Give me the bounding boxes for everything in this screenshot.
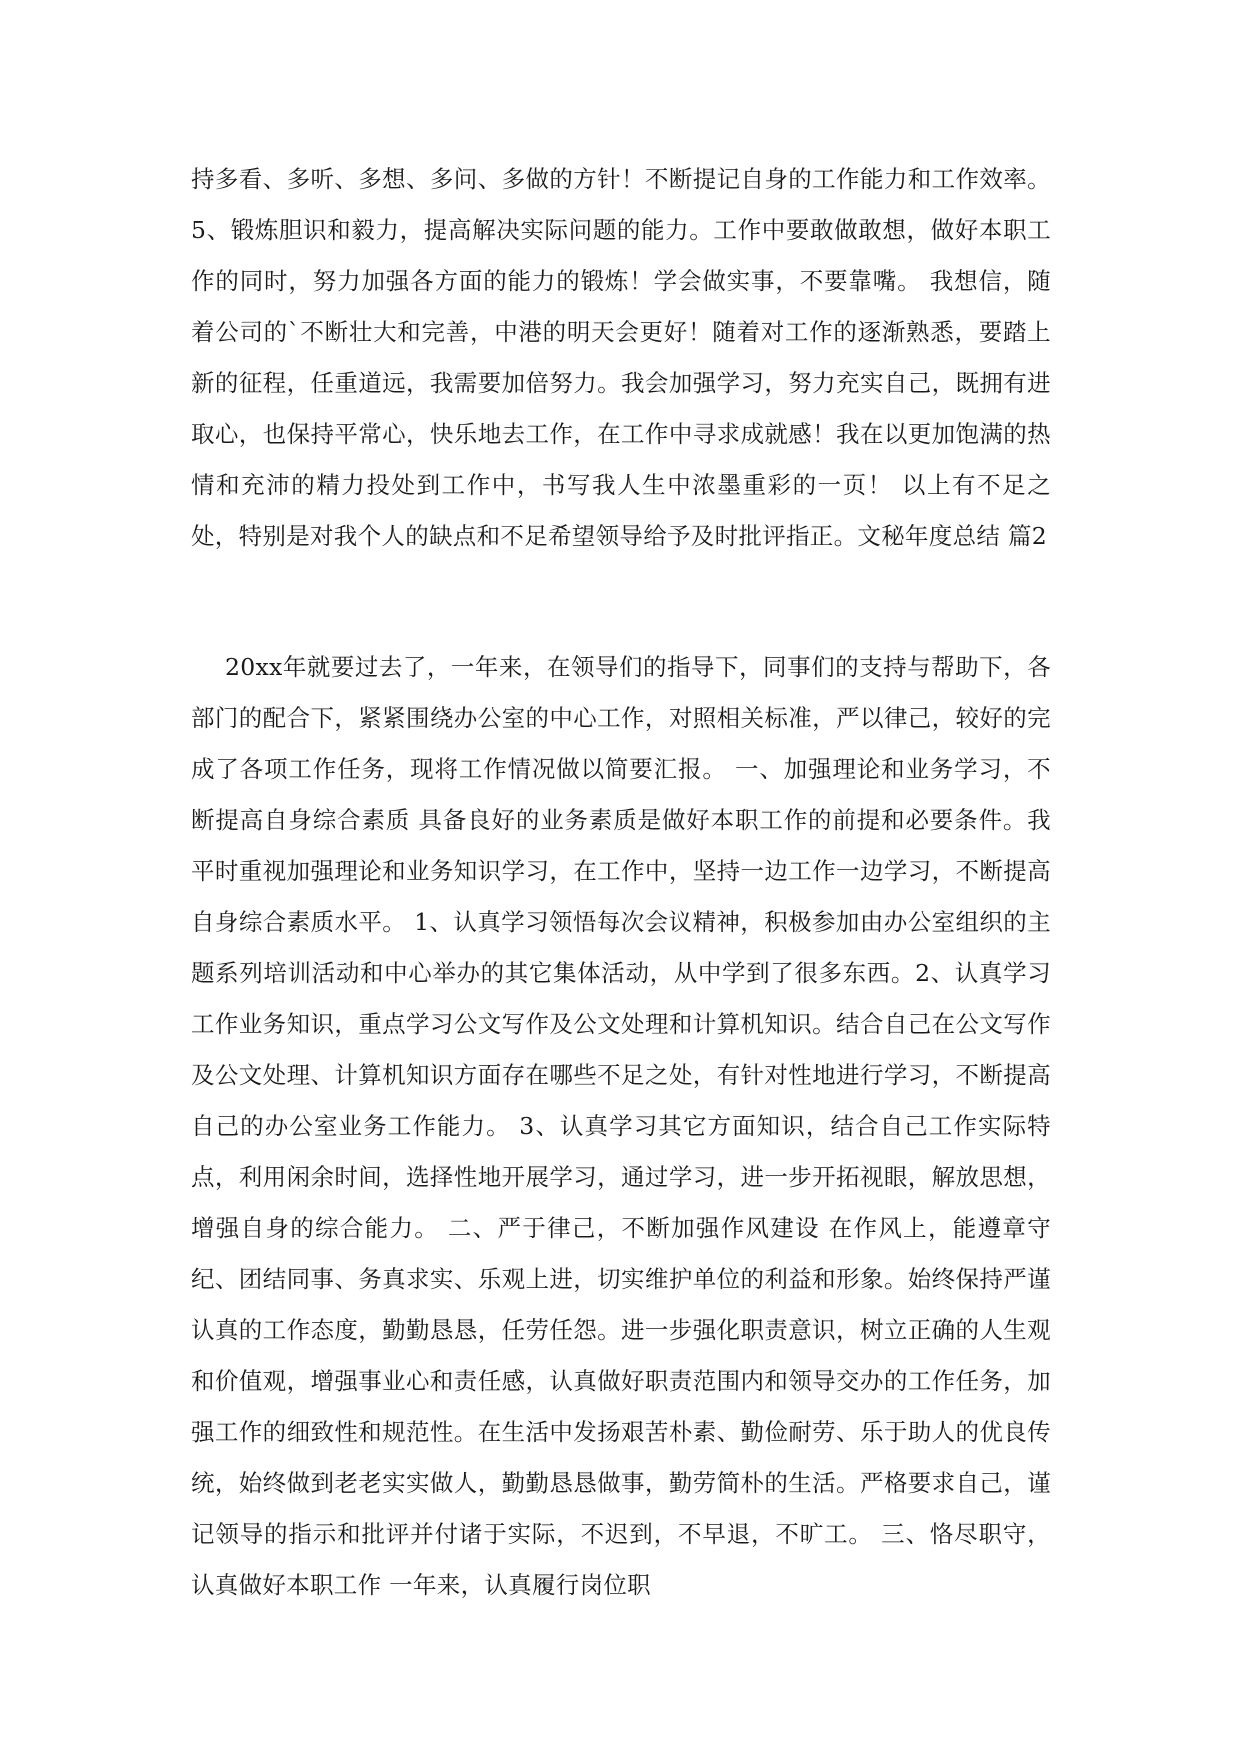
paragraph-2-text: 20xx年就要过去了，一年来，在领导们的指导下，同事们的支持与帮助下，各部门的配合下，紧紧围绕办公室的中心工作，对照相关标准，严以律己，较好的完成了各项工作任务，现将工作情况做以简要汇报。 一、加强理论和业务学习，不断提高自身综合素质 具备良好的业务素质是做好本职工作的前提和必要条件。我平时重视加强理论和业务知识学习，在工作中，坚持一边工作一边学习，不断提高自身综合素质水平。 1、认真学习领悟每次会议精神，积极参加由办公室组织的主题系列培训活动和中心举办的其它集体活动，从中学到了很多东西。2、认真学习工作业务知识，重点学习公文写作及公文处理和计算机知识。结合自己在公文写作及公文处理、计算机知识方面存在哪些不足之处，有针对性地进行学习，不断提高自己的办公室业务工作能力。 3、认真学习其它方面知识，结合自己工作实际特点，利用闲余时间，选择性地开展学习，通过学习，进一步开拓视眼，解放思想，增强自身的综合能力。 二、严于律己，不断加强作风建设 在作风上，能遵章守纪、团结同事、务真求实、乐观上进，切实维护单位的利益和形象。始终保持严谨认真的工作态度，勤勤恳恳，任劳任怨。进一步强化职责意识，树立正确的人生观和价值观，增强事业心和责任感，认真做好职责范围内和领导交办的工作任务，加强工作的细致性和规范性。在生活中发扬艰苦朴素、勤俭耐劳、乐于助人的优良传统，始终做到老老实实做人，勤勤恳恳做事，勤劳简朴的生活。严格要求自己，谨记领导的指示和批评并付诸于实际，不迟到，不早退，不旷工。 三、恪尽职守，认真做好本职工作 一年来，认真履行岗位职 xyxy=(191,653,1051,1599)
paragraph-1-text: 持多看、多听、多想、多问、多做的方针！不断提记自身的工作能力和工作效率。5、锻炼胆识和毅力，提高解决实际问题的能力。工作中要敢做敢想，做好本职工作的同时，努力加强各方面的能力的锻炼！学会做实事，不要靠嘴。 我想信，随着公司的`不断壮大和完善，中港的明天会更好！随着对工作的逐渐熟悉，要踏上新的征程，任重道远，我需要加倍努力。我会加强学习，努力充实自己，既拥有进取心，也保持平常心，快乐地去工作，在工作中寻求成就感！我在以更加饱满的热情和充沛的精力投处到工作中，书写我人生中浓墨重彩的一页！ 以上有不足之处，特别是对我个人的缺点和不足希望领导给予及时批评指正。文秘年度总结 篇2 xyxy=(191,165,1051,550)
paragraph-1 xyxy=(191,154,1051,562)
paragraph-2 xyxy=(191,642,1051,1611)
